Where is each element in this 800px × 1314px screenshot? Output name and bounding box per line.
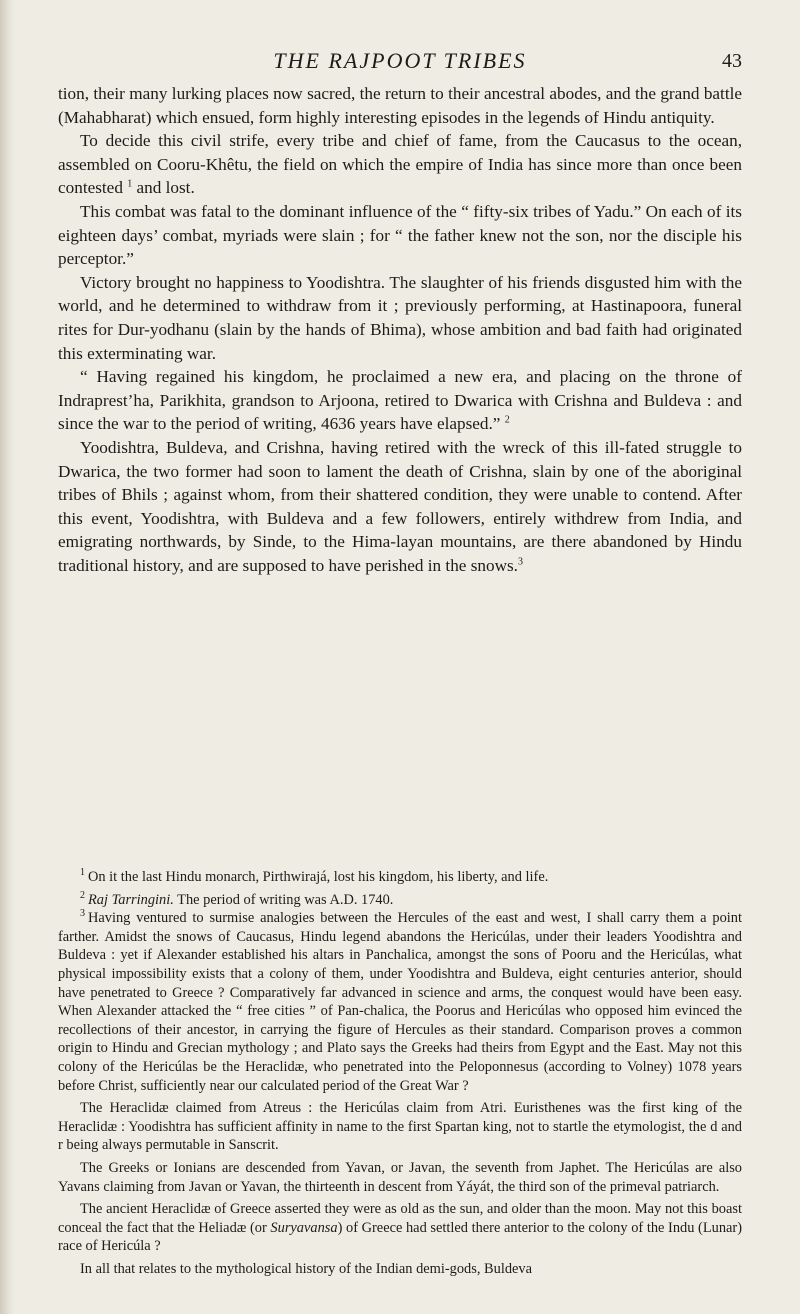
footnote-mark-2: 2	[80, 889, 85, 901]
paragraph-text: and lost.	[132, 178, 195, 198]
footnote-3	[58, 909, 742, 1095]
running-head: THE RAJPOOT TRIBES	[273, 48, 527, 73]
footnote-italic-term: Suryavansa	[270, 1219, 338, 1236]
footnote-source-title: Raj Tarringini.	[88, 891, 174, 908]
footnote-2	[58, 891, 742, 910]
paragraph-6	[58, 436, 742, 578]
footnote-3-paragraph-5	[58, 1260, 742, 1279]
paragraph-text: “ Having regained his kingdom, he proclaimed a new era, and placing on the throne of Indraprest’ha, Parikhita, grandson to Arjoona, retired to Dwarica with Crishna and Buldeva : and since the war to the period of writing, 4636 years have elapsed.”	[58, 367, 742, 434]
page-header	[58, 44, 742, 78]
paragraph-text: To decide this civil strife, every tribe and chief of fame, from the Caucasus to the ocean, assembled on Cooru-Khêtu, the field on which the empire of India has since more than once been contested	[58, 131, 742, 198]
footnote-ref-2: 2	[504, 414, 510, 426]
footnote-3-paragraph-2	[58, 1099, 742, 1155]
paragraph-3	[58, 200, 742, 271]
paragraph-text: This combat was fatal to the dominant influence of the “ fifty-six tribes of Yadu.” On each of its eighteen days’ combat, myriads were slain ; for “ the father knew not the son, nor the disciple his perceptor.”	[58, 201, 742, 269]
paragraph-1	[58, 82, 742, 129]
footnote-text: The ancient Heraclidæ of Greece asserted they were as old as the sun, and older than the moon. May not this boast conceal the fact that the Heliadæ (or	[58, 1201, 742, 1236]
page-number: 43	[722, 50, 742, 72]
footnote-3-paragraph-4	[58, 1200, 742, 1256]
footnote-text: ) of Greece had settled there anterior to the colony of the Indu (Lunar) race of Hericúla ?	[58, 1219, 742, 1255]
footnote-text: The Heraclidæ claimed from Atreus : the Hericúlas claim from Atri. Euristhenes was the first king of the Heraclidæ : Yoodishtra has sufficient affinity in name to the first Spartan king, not to startle the etymologist, the d and r being always permutable in Sanscrit.	[58, 1100, 742, 1154]
footnote-ref-3: 3	[517, 556, 523, 568]
footnote-text: In all that relates to the mythological history of the Indian demi-gods, Buldeva	[80, 1260, 532, 1277]
paragraph-2	[58, 129, 742, 200]
footnote-text: The Greeks or Ionians are descended from Yavan, or Javan, the seventh from Japhet. The Hericúlas are also Yavans claiming from Javan or Yavan, the thirteenth in descent from Yáyát, the third son of the primeval patriarch.	[58, 1159, 742, 1195]
paragraph-text: Victory brought no happiness to Yoodishtra. The slaughter of his friends disgusted him with the world, and he determined to withdraw from it ; previously performing, at Hastinapoora, funeral rites for Dur-yodhanu (slain by the hands of Bhima), whose ambition and bad faith had originated this exterminating war.	[58, 272, 742, 363]
footnote-text: Having ventured to surmise analogies between the Hercules of the east and west, I shall carry them a point farther. Amidst the snows of Caucasus, Hindu legend abandons the Hericúlas, under their leaders Yoodishtra and Buldeva : yet if Alexander established his altars in Panchalica, amongst the sons of Pooru and the Hericúlas, what physical impossibility exists that a colony of them, under Yoodishtra and Buldeva, eight centuries anterior, should have penetrated to Greece ? Comparatively far advanced in science and arms, the conquest would have been easy. When Alexander attacked the “ free cities ” of Pan-chalica, the Poorus and Hericúlas who opposed him evinced the recollections of their ancestor, in carrying the figure of Hercules as their standard. Comparison proves a common origin to Hindu and Grecian mythology ; and Plato says the Greeks had theirs from Egypt and the East. May not this colony of the Hericúlas be the Heraclidæ, who penetrated into the Peloponnesus (according to Volney) 1078 years before Christ, sufficiently near our calculated period of the Great War ?	[58, 910, 742, 1094]
paragraph-4	[58, 271, 742, 365]
footnote-mark-3: 3	[80, 908, 85, 920]
paragraph-text: Yoodishtra, Buldeva, and Crishna, having retired with the wreck of this ill-fated struggle to Dwarica, the two former had soon to lament the death of Crishna, slain by one of the aboriginal tribes of Bhils ; against whom, from their shattered condition, they were unable to contend. After this event, Yoodishtra, with Buldeva and a few followers, entirely withdrew from India, and emigrating northwards, by Sinde, to the Hima-layan mountains, are there abandoned by Hindu traditional history, and are supposed to have perished in the snows.	[58, 437, 742, 575]
footnote-1	[58, 868, 742, 887]
footnote-mark-1: 1	[80, 867, 85, 879]
footnote-ref-1: 1	[127, 178, 133, 190]
footnote-text: On it the last Hindu monarch, Pirthwirajá, lost his kingdom, his liberty, and life.	[88, 869, 549, 885]
footnotes	[58, 868, 742, 1278]
main-text	[58, 82, 742, 577]
page-binding-shadow	[0, 0, 14, 1314]
paragraph-text: tion, their many lurking places now sacred, the return to their ancestral abodes, and the grand battle (Mahabharat) which ensued, form highly interesting episodes in the legends of Hindu antiquity.	[58, 84, 742, 127]
footnote-text: The period of writing was A.D. 1740.	[173, 891, 394, 908]
footnote-3-paragraph-3	[58, 1159, 742, 1196]
paragraph-5	[58, 365, 742, 436]
